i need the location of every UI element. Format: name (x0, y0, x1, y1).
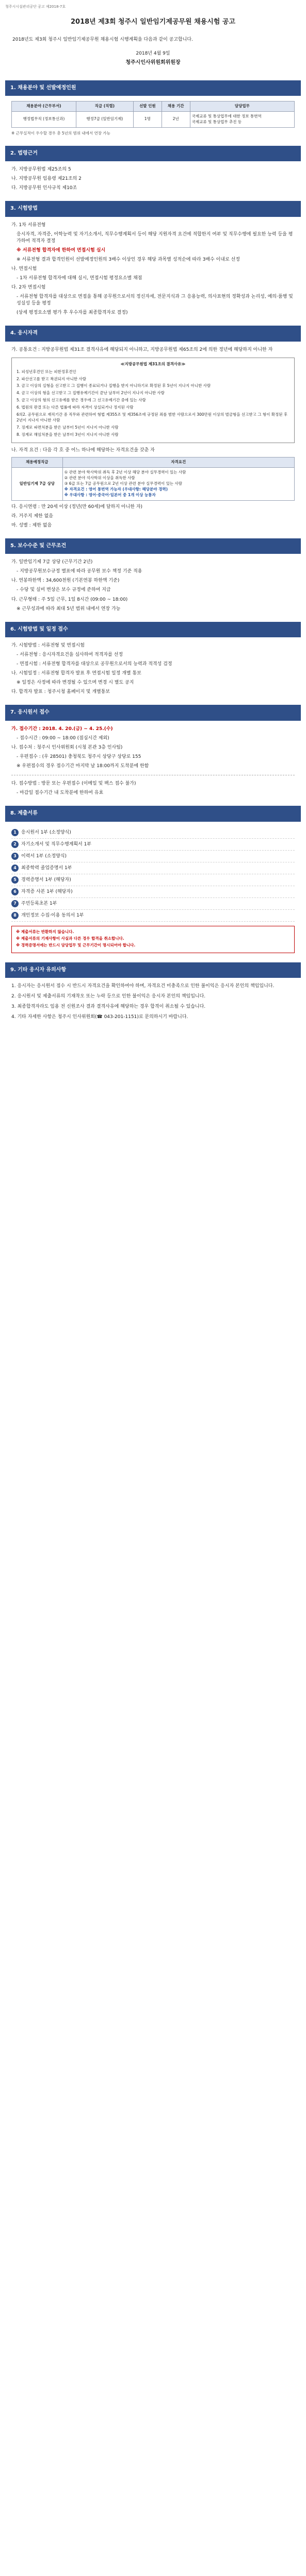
document-item (11, 839, 295, 851)
table-header: 자격요건 (62, 457, 294, 468)
list-item: - 우편접수 : (우 28501) 충청북도 청주시 상당구 상당로 155 (17, 754, 141, 760)
box-item: 1. 피성년후견인 또는 피한정후견인 (17, 369, 76, 374)
document-label: 최종학력 졸업증명서 1부 (21, 865, 72, 871)
document-item (11, 827, 295, 839)
item-number-icon: 3 (11, 853, 19, 860)
list-item: 나. 시험일정 : 서류전형 합격자 발표 후 면접시험 일정 개별 통보 (11, 671, 141, 676)
document-item (11, 851, 295, 862)
list-item: 가. 시험방법 : 서류전형 및 면접시험 (11, 643, 85, 649)
section-2-header: 2. 법령근거 (5, 146, 301, 162)
section-2-body (5, 166, 301, 192)
list-item: 응시자격, 자격증, 어학능력 및 자기소개서, 직무수행계획서 등이 해당 지원자격 요건에 적합한지 여부 및 직무수행에 필요한 능력 등을 평가하여 적격자 결정 (17, 231, 293, 244)
section-9-header: 9. 기타 응시자 유의사항 (5, 962, 301, 978)
table-header: 직급 (직렬) (76, 101, 133, 112)
intro-text: 2018년도 제3회 청주시 일반임기제공무원 채용시험 시행계획을 다음과 같이 공고합니다. (12, 37, 193, 42)
list-item: 나. 자격 요건 : 다음 각 호 중 어느 하나에 해당하는 자격요건을 갖춘 자 (11, 448, 155, 453)
page-title: 2018년 제3회 청주시 일반임기제공무원 채용시험 공고 (70, 18, 236, 26)
caution-item: 3. 최종합격자라도 임용 전 신원조사 결과 결격사유에 해당하는 경우 합격이 취소될 수 있습니다. (11, 1004, 206, 1010)
page (0, 0, 306, 1040)
table-cell (62, 468, 294, 500)
box-item: 2. 파산선고를 받고 복권되지 아니한 사람 (17, 376, 86, 381)
item-number-icon: 8 (11, 912, 19, 919)
table-header: 채용분야 (근무부서) (12, 101, 76, 112)
section-1-note: ※ 근무실적이 우수할 경우 총 5년의 범위 내에서 연장 가능 (11, 130, 110, 135)
list-item: 나. 면접시험 (11, 266, 37, 272)
document-label: 이력서 1부 (소정양식) (21, 853, 67, 859)
table-header: 선발 인원 (133, 101, 162, 112)
requirements-table (11, 457, 295, 500)
section-4-header: 4. 응시자격 (5, 326, 301, 342)
caution-item: 2. 응시원서 및 제출서류의 기재착오 또는 누락 등으로 인한 불이익은 응시자 본인의 책임입니다. (11, 994, 206, 999)
table-cell: 국제교류 및 통상업무에 대한 정보 통번역 국제교류 및 통상업무 추진 등 (190, 111, 294, 127)
document-label: 주민등록초본 1부 (21, 901, 57, 907)
box-item: 5. 금고 이상의 형의 선고유예를 받은 경우에 그 선고유예기간 중에 있는 사람 (17, 398, 146, 403)
list-item: 가. 접수기간 : 2018. 4. 20.(금) ~ 4. 25.(수) (11, 726, 113, 732)
list-item: ※ 일정은 사정에 따라 변경될 수 있으며 변경 시 별도 공지 (17, 680, 134, 686)
document-item (11, 910, 295, 922)
table-header: 채용 기간 (162, 101, 190, 112)
warning-line: ※ 제출서류는 반환하지 않습니다. (16, 929, 74, 935)
list-item: - 서류전형 : 응시자격요건을 심사하여 적격자를 선정 (17, 652, 123, 658)
document-item (11, 862, 295, 874)
section-7-body (5, 726, 301, 796)
item-number-icon: 4 (11, 865, 19, 872)
item-number-icon: 1 (11, 829, 19, 836)
announcement-number: 청주시시설관리공단 공고 제2018-7호 (5, 5, 66, 9)
item-number-icon: 2 (11, 841, 19, 848)
list-item: 다. 지방공무원 인사규칙 제10조 (11, 185, 77, 191)
caution-item: 4. 기타 자세한 사항은 청주시 인사위원회(☎ 043-201-1151)로 문의하시기 바랍니다. (11, 1014, 188, 1020)
submission-warning-box (11, 926, 295, 953)
document-label: 개인정보 수집·이용 동의서 1부 (21, 913, 84, 919)
table-cell: 행정7급 (일반임기제) (76, 111, 133, 127)
document-item (11, 898, 295, 910)
list-item: 다. 접수방법 : 방문 또는 우편접수 (이메일 및 팩스 접수 불가) (11, 781, 136, 787)
document-label: 응시원서 1부 (소정양식) (21, 829, 71, 835)
box-item: 8. 징계로 해임처분을 받은 날부터 3년이 지나지 아니한 사람 (17, 432, 119, 437)
section-4-body (5, 347, 301, 529)
document-label: 자격증 사본 1부 (해당자) (21, 889, 73, 894)
requirement-item: ③ 6급 또는 7급 공무원으로 2년 이상 관련 분야 실무경력이 있는 사람 (64, 481, 183, 486)
warning-line: ※ 제출서류의 기재사항이 사실과 다른 경우 합격을 취소합니다. (16, 936, 124, 941)
section-9-body (5, 983, 301, 1021)
box-item: 3. 금고 이상의 실형을 선고받고 그 집행이 종료되거나 집행을 받지 아니하기로 확정된 후 5년이 지나지 아니한 사람 (17, 383, 211, 388)
table-header: 채용예정직급 (12, 457, 63, 468)
table-cell: 행정법무직 (정보통신과) (12, 111, 76, 127)
item-number-icon: 7 (11, 900, 19, 907)
list-item: (상세 평정요소별 평가 후 우수자를 최종합격자로 결정) (17, 310, 128, 316)
section-1-header: 1. 채용분야 및 선발예정인원 (5, 80, 301, 96)
list-item: ※ 우편접수의 경우 접수기간 마지막 날 18:00까지 도착분에 한함 (17, 764, 149, 769)
disqualification-box (11, 358, 295, 444)
box-item: 6의2. 공무원으로 재직기간 중 직무와 관련하여 형법 제355조 및 제356조에 규정된 죄를 범한 사람으로서 300만원 이상의 벌금형을 선고받고 그 형이 확정된 후 2년이 지나지 아니한 사람 (17, 412, 288, 422)
list-item: - 서류전형 합격자를 대상으로 면접을 통해 공무원으로서의 정신자세, 전문지식과 그 응용능력, 의사표현의 정확성과 논리성, 예의·품행 및 성실성 등을 평정 (17, 294, 293, 307)
document-label: 경력증명서 1부 (해당자) (21, 877, 71, 883)
requirement-item: ② 관련 분야 석사학위 이상을 취득한 사람 (64, 476, 135, 481)
warning-line: ※ 경력증명서에는 반드시 담당업무 및 근무기간이 명시되어야 합니다. (16, 942, 136, 947)
list-item: 다. 합격자 발표 : 청주시청 홈페이지 및 개별통보 (11, 689, 110, 695)
list-item: ※ 서류전형 합격자에 한하여 면접시험 실시 (17, 247, 106, 253)
table-cell: 1명 (133, 111, 162, 127)
list-item: 나. 연봉하한액 : 34,600천원 (기본연봉 하한액 기준) (11, 578, 120, 584)
requirement-item: ※ 자격요건 : 영어 통번역 가능자 (우대사항: 해당분야 경력) (64, 486, 168, 492)
list-item: - 면접시험 : 서류전형 합격자를 대상으로 공무원으로서의 능력과 적격성 검정 (17, 662, 172, 667)
document-item (11, 874, 295, 886)
box-item: 4. 금고 이상의 형을 선고받고 그 집행유예기간이 끝난 날부터 2년이 지나지 아니한 사람 (17, 391, 165, 396)
table-header: 담당업무 (190, 101, 294, 112)
document-label: 자기소개서 및 직무수행계획서 1부 (21, 841, 92, 847)
section-3-header: 3. 시험방법 (5, 201, 301, 217)
list-item: 다. 2차 면접시험 (11, 285, 46, 291)
list-item: 가. 지방공무원법 제25조의 5 (11, 167, 71, 173)
recruitment-table (11, 101, 295, 128)
list-item: - 수당 및 실비 변상은 보수 규정에 준하여 지급 (17, 587, 111, 593)
list-item: - 지방공무원보수규정 별표에 따라 공무원 보수 책정 기준 적용 (17, 569, 142, 574)
list-item: ※ 근무성과에 따라 최대 5년 범위 내에서 연장 가능 (17, 606, 121, 612)
list-item: 가. 일반임기제 7급 상당 (근무기간 2년) (11, 560, 93, 565)
caution-item: 1. 응시자는 응시원서 접수 시 반드시 자격요건을 확인하여야 하며, 자격요건 미충족으로 인한 불이익은 응시자 본인의 책임입니다. (11, 984, 275, 989)
section-1-body (5, 101, 301, 137)
requirement-item: ※ 우대사항 : 영어·중국어·일본어 중 1개 이상 능통자 (64, 492, 156, 497)
section-8-header: 8. 제출서류 (5, 806, 301, 822)
section-6-header: 6. 시험방법 및 일정 접수 (5, 622, 301, 638)
requirement-item: ① 관련 분야 학사학위 취득 후 2년 이상 해당 분야 실무경력이 있는 사람 (64, 470, 186, 475)
section-5-header: 5. 보수수준 및 근무조건 (5, 538, 301, 554)
list-item: 라. 거주지 제한 없음 (11, 513, 53, 519)
section-7-header: 7. 응시원서 접수 (5, 705, 301, 721)
list-item: 나. 접수처 : 청주시 인사위원회 (시청 본관 3층 인사팀) (11, 745, 123, 750)
list-item: 가. 공통요건 : 지방공무원법 제31조 결격사유에 해당되지 아니하고, 지방공무원법 제65조의 2에 의한 정년에 해당하지 아니한 자 (11, 347, 273, 352)
item-number-icon: 5 (11, 876, 19, 884)
list-item: ※ 서류전형 결과 합격인원이 선발예정인원의 3배수 이상인 경우 해당 과목별 성적순에 따라 3배수 이내로 선정 (17, 257, 240, 262)
list-item: - 1차 서류전형 합격자에 대해 실시, 면접시험 평정요소별 채점 (17, 276, 142, 281)
box-item: 6. 법원의 판결 또는 다른 법률에 따라 자격이 상실되거나 정지된 사람 (17, 405, 134, 410)
list-item: 다. 근무형태 : 주 5일 근무, 1일 8시간 (09:00 ~ 18:00) (11, 597, 128, 602)
list-item: 마. 성별 : 제한 없음 (11, 522, 52, 528)
announcement-date: 2018년 4월 9일 (136, 51, 170, 57)
item-number-icon: 6 (11, 888, 19, 895)
list-item: 나. 지방공무원 임용령 제21조의 2 (11, 176, 82, 182)
list-item: 다. 응시연령 : 만 20세 이상 (정년(만 60세)에 달하지 아니한 자) (11, 504, 143, 510)
document-item (11, 886, 295, 898)
box-item: 7. 징계로 파면처분을 받은 날부터 5년이 지나지 아니한 사람 (17, 425, 119, 430)
list-item: - 마감일 접수기간 내 도착분에 한하여 유효 (17, 790, 104, 796)
table-cell: 일반임기제 7급 상당 (12, 468, 63, 500)
list-item: 가. 1차 서류전형 (11, 222, 46, 228)
section-3-body (5, 222, 301, 317)
box-title: ≪지방공무원법 제31조의 결격사유≫ (120, 361, 186, 366)
section-8-body (5, 827, 301, 953)
table-cell: 2년 (162, 111, 190, 127)
section-5-body (5, 559, 301, 612)
issuing-agency: 청주시인사위원회위원장 (125, 60, 181, 66)
section-6-body (5, 642, 301, 696)
list-item: - 접수시간 : 09:00 ~ 18:00 (점심시간 제외) (17, 735, 109, 741)
